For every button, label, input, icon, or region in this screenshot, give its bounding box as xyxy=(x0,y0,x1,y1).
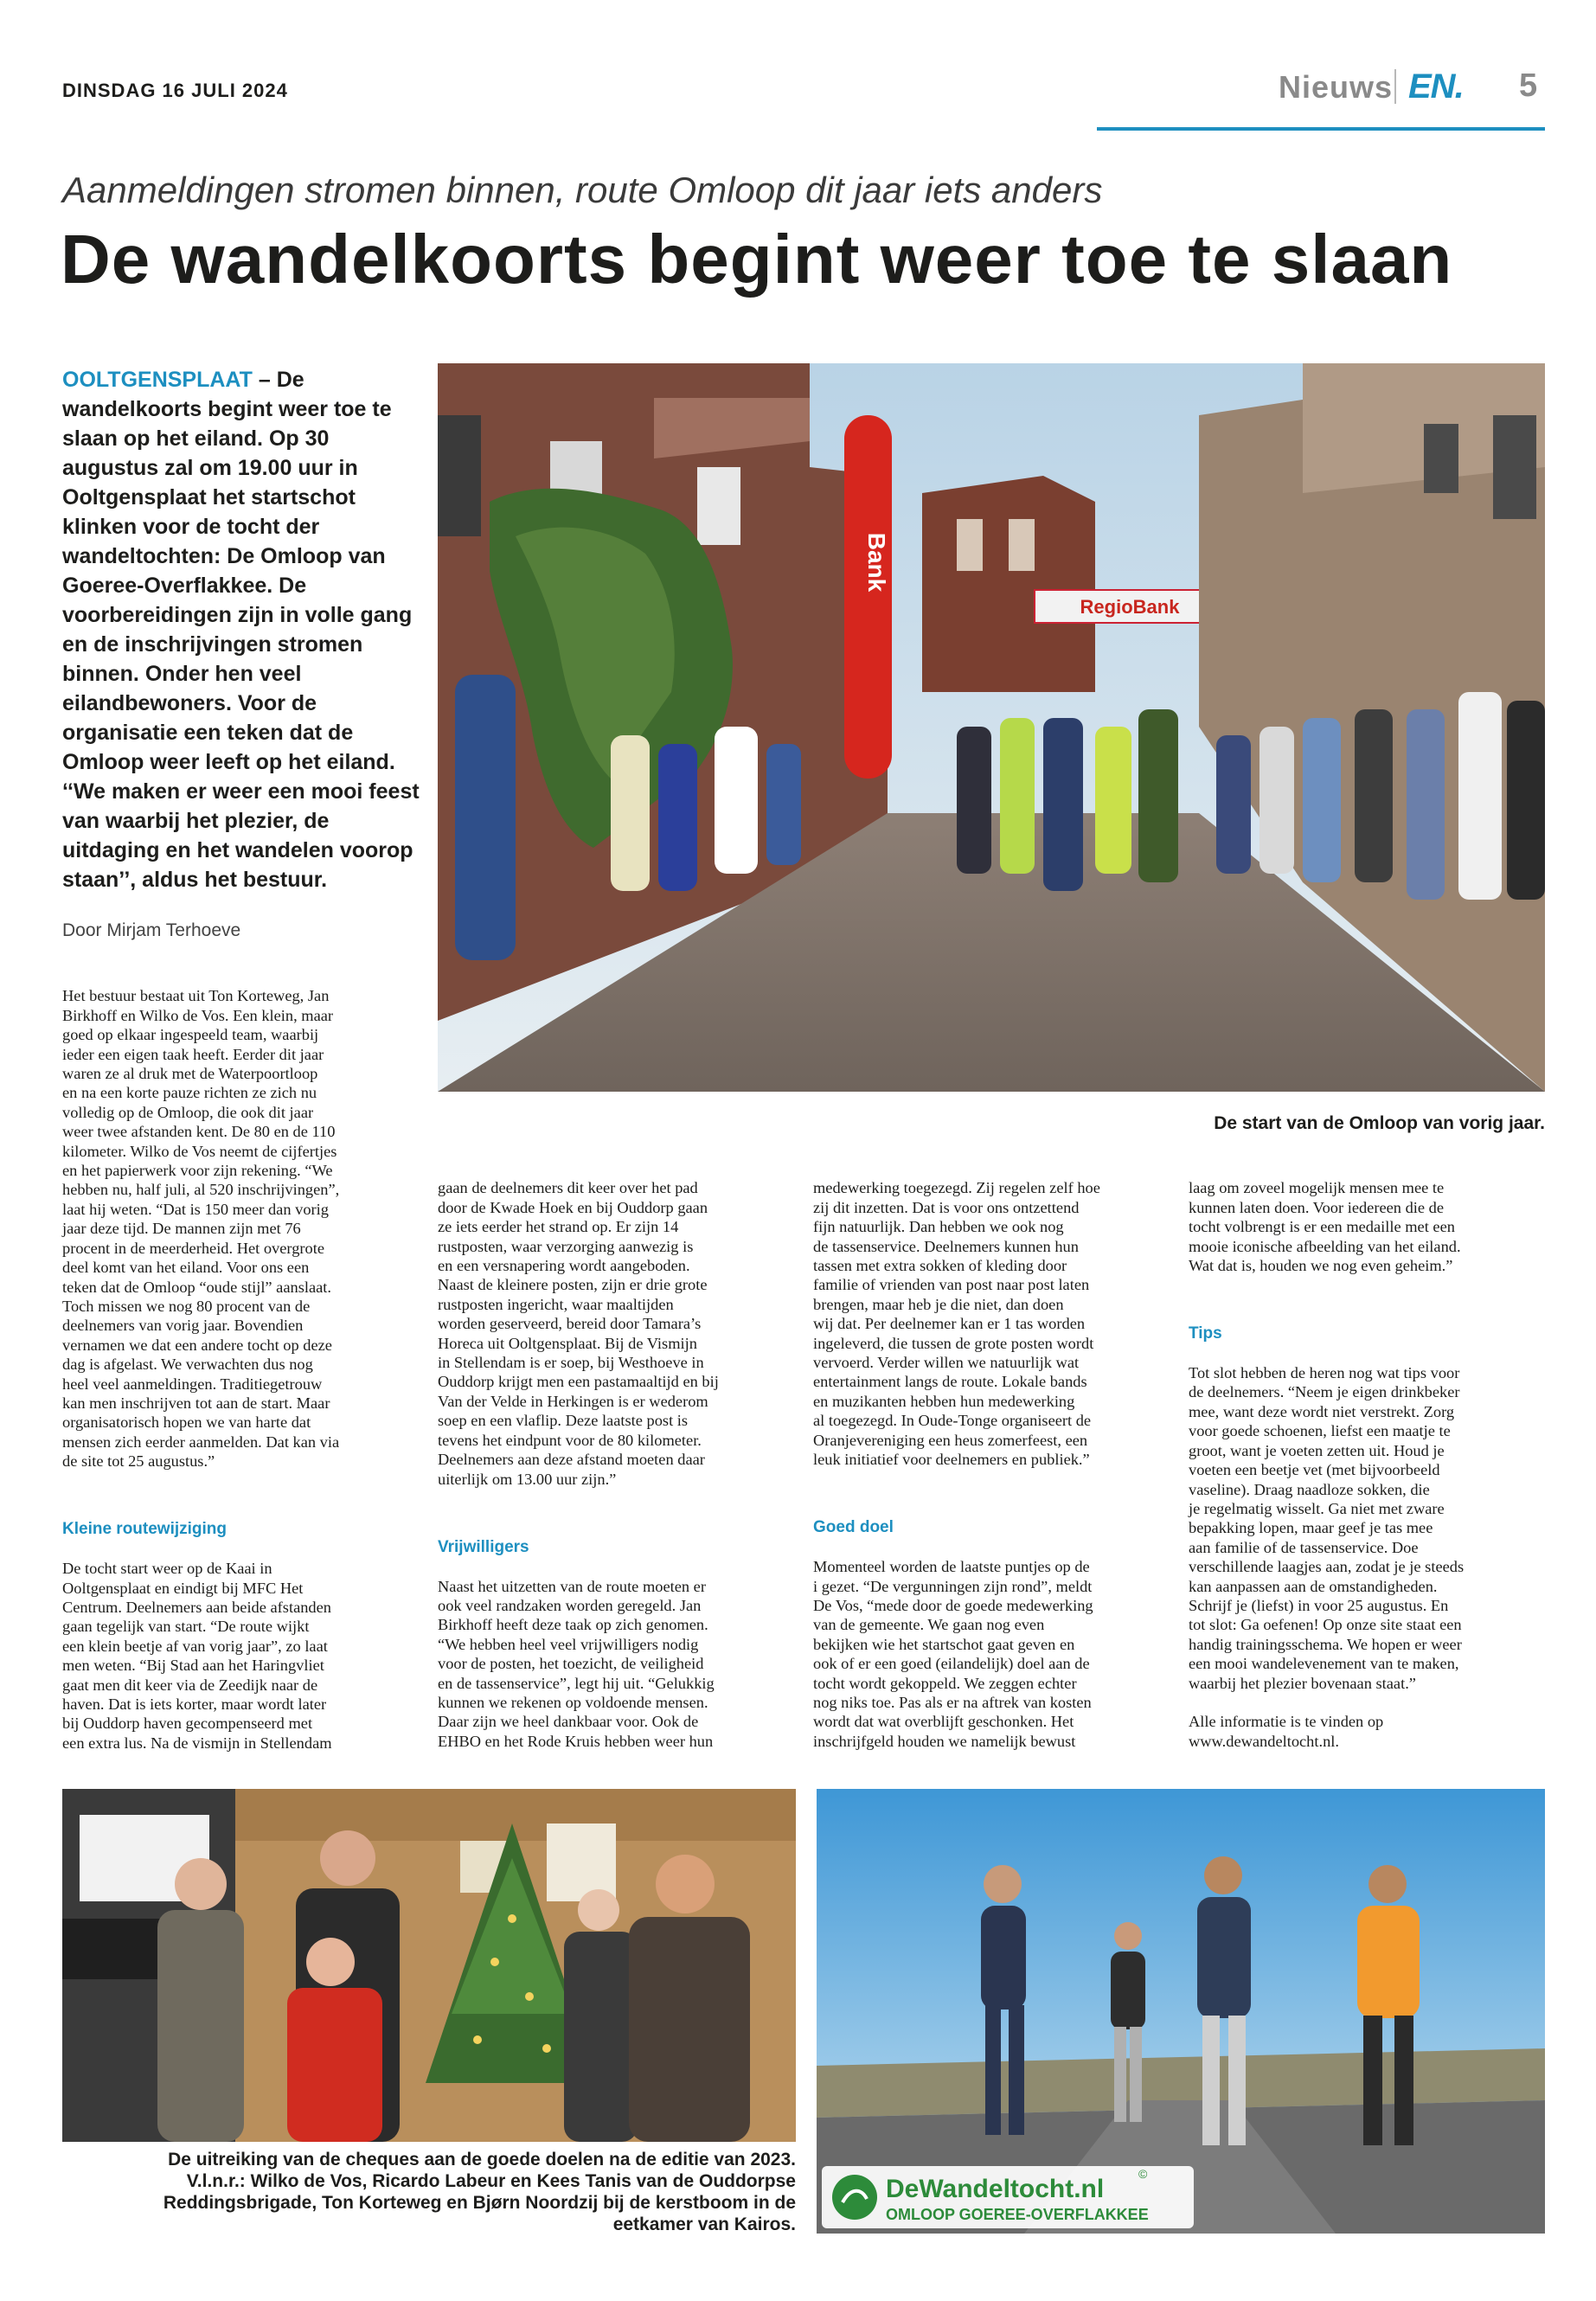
dateline: OOLTGENSPLAAT xyxy=(62,368,253,392)
race-start-photo xyxy=(438,363,1545,1092)
col4-text: laag om zoveel mogelijk mensen mee te kunnen laten doen. Voor iedereen die de tocht volbrengt is er een medaille met een mooie iconische afbeelding van het eiland. Wat dat is, houden we nog even geheim.” xyxy=(1189,1179,1461,1275)
walkers-image xyxy=(817,1789,1545,2234)
body-column-2 xyxy=(438,1159,787,1771)
main-photo xyxy=(438,363,1545,1092)
header-separator xyxy=(1394,69,1396,104)
col4-text-2: Tot slot hebben de heren nog wat tips voor de deelnemers. “Neem je eigen drinkbeker mee, want deze wordt niet verstrekt. Zorg voor goede schoenen, liefst een maatje te groot, want je voeten zetten uit. Houd je voeten een beetje vet (met bijvoorbeeld vaseline). Draag naadloze sokken, die je regelmatig wisselt. Ga niet met zware bepakking lopen, maar geef je tas mee aan familie of de tassenservice. Doe verschillende laagjes aan, zodat je je steeds kan aanpassen aan de omstandigheden. Schrijf je (liefst) in voor 25 augustus. En tot slot: Ga oefenen! Op onze site staat een handig trainingsschema. We hopen er weer een mooi wandelevenement van te maken, waarbij het plezier bovenaan staat.” Alle informatie is te vinden op www.dewandeltocht.nl. xyxy=(1189,1364,1465,1750)
subhead-route: Kleine routewijziging xyxy=(62,1520,228,1539)
issue-date: DINSDAG 16 JULI 2024 xyxy=(62,80,288,101)
header-rule xyxy=(1097,127,1545,131)
balloon-text: Bank xyxy=(863,532,890,593)
group-photo xyxy=(62,1789,796,2142)
logo-subtitle: OMLOOP GOEREE-OVERFLAKKEE xyxy=(886,2206,1149,2223)
walkers-photo xyxy=(817,1789,1545,2234)
wandeltocht-logo-icon xyxy=(832,2175,877,2220)
col1-text-2: De tocht start weer op de Kaai in Ooltgensplaat en eindigt bij MFC Het Centrum. Deelnemers aan beide afstanden gaan tegelijk van start. “De route wijkt een klein beetje af van vorig jaar”, zo laat men weten. “Bij Stad aan het Haringvliet gaat men dit keer via de Zeedijk naar de haven. Dat is iets korter, maar wordt later bij Ouddorp haven gecompenseerd met een extra lus. Na de vismijn in Stellendam xyxy=(62,1560,332,1752)
section-label: Nieuws xyxy=(1279,69,1394,105)
body-column-4 xyxy=(1189,1159,1545,1771)
intro-text: – De wandelkoorts begint weer toe te slaan op het eiland. Op 30 augustus zal om 19.00 uur in Ooltgensplaat het startschot klinken voor de tocht der wandeltochten: De Omloop van Goeree-Overflakkee. De voorbereidingen zijn in volle gang en de inschrijvingen stromen binnen. Onder hen veel eilandbewoners. Voor de organisatie een teken dat de Omloop weer leeft op het eiland. ‘‘We maken er weer een mooi feest van waarbij het plezier, de uitdaging en het wandelen voorop staan’’, aldus het bestuur. xyxy=(62,368,420,892)
cheque-ceremony-photo xyxy=(62,1789,796,2142)
article-intro xyxy=(62,365,426,894)
subhead-good-cause: Goed doel xyxy=(813,1518,894,1537)
subhead-volunteers: Vrijwilligers xyxy=(438,1537,529,1556)
col2-text: gaan de deelnemers dit keer over het pad door de Kwade Hoek en bij Ouddorp gaan ze iets eerder het strand op. Er zijn 14 rustposten, waar verzorging aanwezig is en een versnapering wordt aangeboden. Naast de kleinere posten, zijn er drie grote rustposten ingericht, waar maaltijden worden geserveerd, bereid door Tamara’s Horeca uit Ooltgensplaat. Bij de Vismijn in Stellendam is er soep, bij Westhoeve in Ouddorp krijgt men een pastamaaltijd en bij Van der Velde in Herkingen is er wederom soep en een vlaflip. Deze laatste post is tevens het eindpunt voor de 80 kilometer. Deelnemers aan deze afstand moeten daar uiterlijk om 13.00 uur zijn.” xyxy=(438,1179,719,1488)
group-photo-caption: De uitreiking van de cheques aan de goede doelen na de editie van 2023. V.l.n.r.: Wilko de Vos, Ricardo Labeur en Kees Tanis van de Ouddorpse Reddingsbrigade, Ton Korteweg en Bjørn Noordzij bij de kerstboom in de eetkamer van Kairos. xyxy=(163,2150,796,2234)
logo-registered: © xyxy=(1138,2167,1148,2181)
article-kicker: Aanmeldingen stromen binnen, route Omloop dit jaar iets anders xyxy=(62,170,1103,210)
banner-text: RegioBank xyxy=(1080,596,1180,618)
logo-title: DeWandeltocht.nl xyxy=(886,2175,1105,2203)
col1-text: Het bestuur bestaat uit Ton Korteweg, Jan Birkhoff en Wilko de Vos. Een klein, maar goed op elkaar ingespeeld team, waarbij ieder een eigen taak heeft. Eerder dit jaar waren ze al druk met de Waterpoortloop en na een korte pauze richten ze zich nu volledig op de Omloop, die ook dit jaar weer twee afstanden kent. De 80 en de 110 kilometer. Wilko de Vos neemt de cijfertjes en het papierwerk voor zijn rekening. “We hebben nu, half juli, al 520 inschrijvingen”, laat hij weten. “Dat is 150 meer dan vorig jaar deze tijd. De mannen zijn met 76 procent in de meerderheid. Het overgrote deel komt van het eiland. Voor ons een teken dat de Omloop “oude stijl” aanslaat. Toch missen we nog 80 procent van de deelnemers van vorig jaar. Bovendien vernamen we dat een andere tocht op deze dag is afgelast. We verwachten dus nog heel veel aanmeldingen. Traditiegetrouw kan men inschrijven tot aan de start. Maar organisatorisch hopen we van harte dat mensen zich eerder aanmelden. Dat kan via de site tot 25 augustus.” xyxy=(62,987,340,1471)
article-headline: De wandelkoorts begint weer toe te slaan xyxy=(61,221,1453,298)
byline: Door Mirjam Terhoeve xyxy=(62,920,241,940)
col2-text-2: Naast het uitzetten van de route moeten er ook veel randzaken worden geregeld. Jan Birkhoff heeft deze taak op zich genomen. “We hebben heel veel vrijwilligers nodig voor de posten, het toezicht, de veiligheid en de tassenservice”, legt hij uit. “Gelukkig kunnen we rekenen op voldoende mensen. Daar zijn we heel dankbaar voor. Ook de EHBO en het Rode Kruis hebben weer hun xyxy=(438,1577,715,1750)
col3-text-2: Momenteel worden de laatste puntjes op de i gezet. “De vergunningen zijn rond”, meldt De Vos, “mede door de goede medewerking van de gemeente. We gaan nog even bekijken wie het startschot gaat geven en ook of er een goed (eilandelijk) doel aan de tocht wordt gekoppeld. We zeggen echter nog niks toe. Pas als er na aftrek van kosten wordt dat wat overblijft geschonken. Het inschrijfgeld houden we namelijk bewust xyxy=(813,1558,1093,1750)
subhead-tips: Tips xyxy=(1189,1324,1222,1343)
body-column-3 xyxy=(813,1159,1163,1771)
main-photo-caption: De start van de Omloop van vorig jaar. xyxy=(1214,1113,1545,1133)
newspaper-logo: EN. xyxy=(1408,67,1464,106)
page-number: 5 xyxy=(1519,67,1538,104)
col3-text: medewerking toegezegd. Zij regelen zelf hoe zij dit inzetten. Dat is voor ons ontzettend fijn natuurlijk. Dan hebben we ook nog de tassenservice. Deelnemers kunnen hun tassen met extra sokken of kleding door familie of vrienden van post naar post laten brengen, maar heb je die niet, dan doen wij dat. Per deelnemer kan er 1 tas worden ingeleverd, die tussen de grote posten wordt vervoerd. Verder willen we natuurlijk wat entertainment langs de route. Lokale bands en muzikanten hebben hun medewerking al toegezegd. In Oude-Tonge organiseert de Oranjevereniging een heus zomerfeest, een leuk initiatief voor deelnemers en publiek.” xyxy=(813,1179,1100,1469)
body-column-1 xyxy=(62,967,412,1772)
